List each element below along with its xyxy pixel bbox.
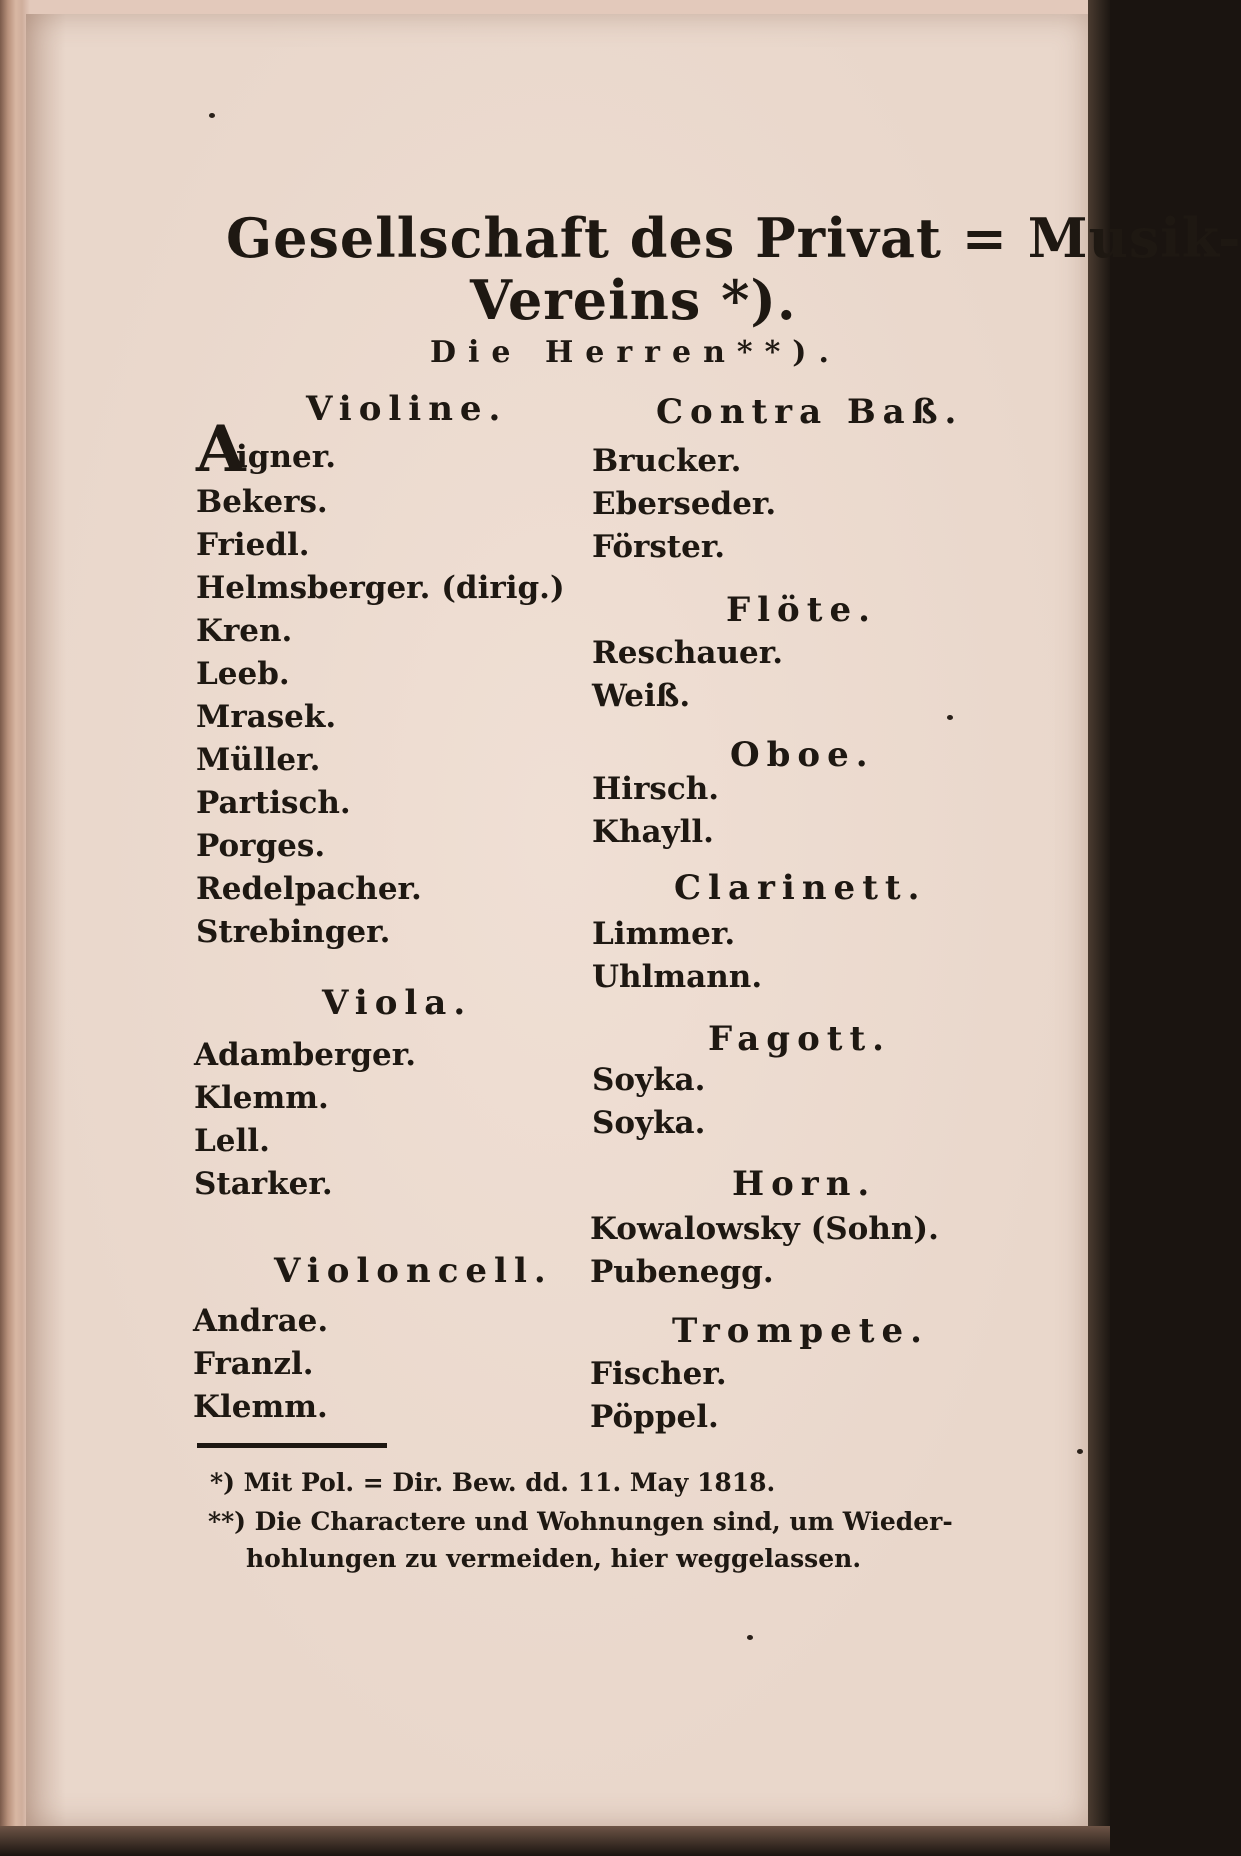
list-item: Limmer. <box>592 916 736 952</box>
list-item: Franzl. <box>193 1346 314 1382</box>
list-item: Bekers. <box>196 484 328 520</box>
ink-speck <box>209 113 215 118</box>
list-item: Weiß. <box>592 678 691 714</box>
list-item: Redelpacher. <box>196 871 422 907</box>
footnote-2: **) Die Charactere und Wohnungen sind, um Wieder- <box>208 1507 953 1536</box>
book-bottom-shadow <box>0 1826 1110 1856</box>
list-item: Förster. <box>592 529 726 565</box>
list-item: Helmsberger. (dirig.) <box>196 570 565 606</box>
list-item: Lell. <box>194 1123 270 1159</box>
drop-cap: A <box>196 412 246 487</box>
page-title-line2: Vereins *). <box>470 268 797 332</box>
section-heading-floete: Flöte. <box>726 590 877 630</box>
list-item: Pubenegg. <box>590 1254 774 1290</box>
ink-speck <box>1077 1449 1083 1454</box>
list-item: Eberseder. <box>592 486 777 522</box>
list-item: Hirsch. <box>592 771 720 807</box>
footnote-2-continued: hohlungen zu vermeiden, hier weggelassen. <box>246 1544 862 1573</box>
list-item: Soyka. <box>592 1105 706 1141</box>
list-item: Starker. <box>194 1166 333 1202</box>
list-item: Leeb. <box>196 656 290 692</box>
section-heading-trompete: Trompete. <box>672 1311 929 1351</box>
section-heading-contra-bass: Contra Baß. <box>656 392 964 432</box>
ink-speck <box>947 715 953 720</box>
list-item: Porges. <box>196 828 326 864</box>
list-item: Strebinger. <box>196 914 391 950</box>
section-heading-clarinett: Clarinett. <box>674 868 927 908</box>
list-item: Khayll. <box>592 814 714 850</box>
list-item: Partisch. <box>196 785 351 821</box>
list-item: Soyka. <box>592 1062 706 1098</box>
list-item: Fischer. <box>590 1356 727 1392</box>
footnote-1: *) Mit Pol. = Dir. Bew. dd. 11. May 1818. <box>210 1468 776 1497</box>
book-spine-shadow <box>1088 0 1110 1856</box>
list-item: Uhlmann. <box>592 959 763 995</box>
page-subtitle: Die Herren**). <box>430 335 841 370</box>
list-item: Friedl. <box>196 527 310 563</box>
section-heading-viola: Viola. <box>322 983 473 1023</box>
footnote-rule <box>197 1443 387 1448</box>
list-item: Kren. <box>196 613 293 649</box>
list-item: Brucker. <box>592 443 742 479</box>
list-item-aigner: igner. <box>236 439 336 475</box>
list-item: Klemm. <box>193 1389 328 1425</box>
list-item: Adamberger. <box>194 1037 417 1073</box>
list-item: Pöppel. <box>590 1399 719 1435</box>
list-item: Müller. <box>196 742 321 778</box>
section-heading-horn: Horn. <box>732 1164 877 1204</box>
page-title-line1: Gesellschaft des Privat = Musik- <box>226 206 1241 270</box>
list-item: Reschauer. <box>592 635 783 671</box>
list-item: Andrae. <box>193 1303 329 1339</box>
list-item: Kowalowsky (Sohn). <box>590 1211 939 1247</box>
section-heading-violine: Violine. <box>306 389 508 429</box>
section-heading-fagott: Fagott. <box>708 1019 892 1059</box>
section-heading-violoncell: Violoncell. <box>274 1251 553 1291</box>
list-item: Mrasek. <box>196 699 337 735</box>
list-item: Klemm. <box>194 1080 329 1116</box>
section-heading-oboe: Oboe. <box>730 735 875 775</box>
ink-speck <box>747 1635 753 1640</box>
